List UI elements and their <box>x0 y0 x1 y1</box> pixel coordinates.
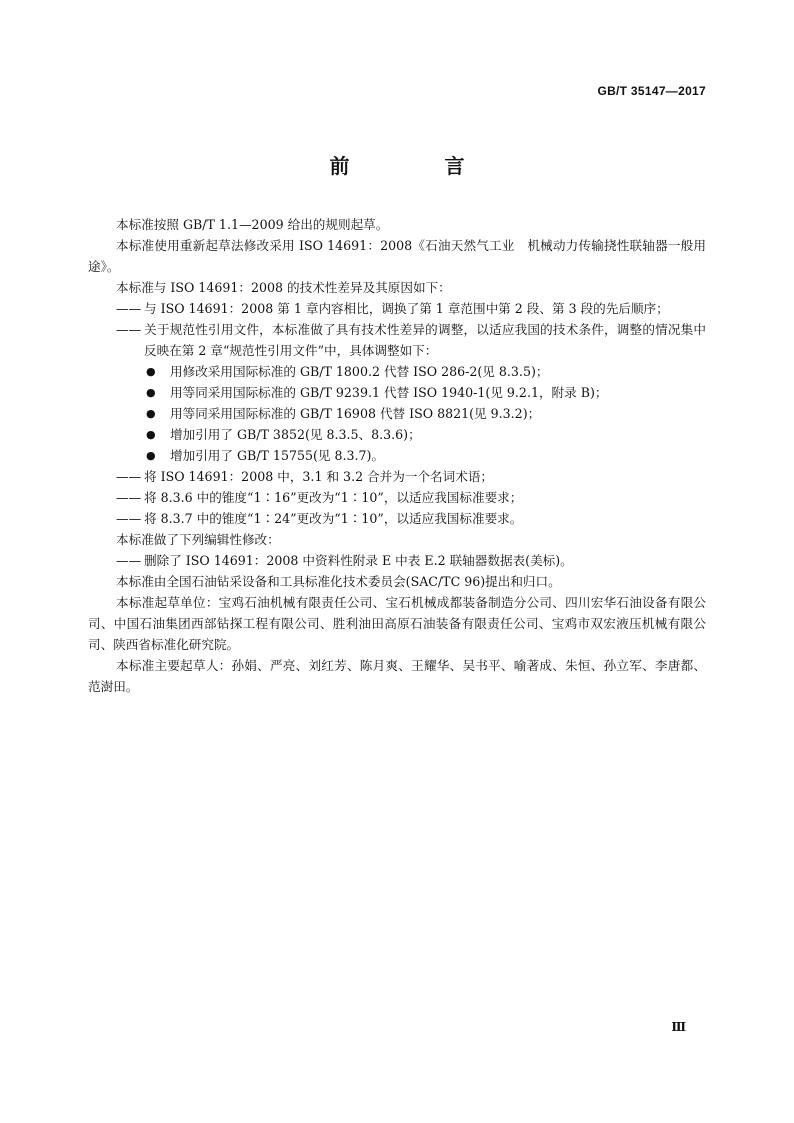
bullet-item <box>88 424 706 445</box>
bullet-item-text: 用等同采用国际标准的 GB/T 16908 代替 ISO 8821(见 9.3.2)； <box>170 406 541 421</box>
page-number: Ⅲ <box>671 1020 686 1034</box>
bullet-icon: ● <box>146 428 156 441</box>
paragraph-editorial-intro: 本标准做了下列编辑性修改： <box>116 532 280 547</box>
bullet-item <box>88 361 706 382</box>
paragraph-differences-intro: 本标准与 ISO 14691：2008 的技术性差异及其原因如下： <box>116 280 451 295</box>
dash-mark: —— <box>116 301 142 316</box>
dash-mark: —— <box>116 553 142 568</box>
standard-number: GB/T 35147—2017 <box>597 84 706 98</box>
dash-mark: —— <box>116 511 142 526</box>
dash-item-text: 关于规范性引用文件，本标准做了具有技术性差异的调整，以适应我国的技术条件，调整的情况集中反映在第 2 章“规范性引用文件”中，具体调整如下： <box>144 322 706 358</box>
dash-item-text: 将 8.3.6 中的锥度“1∶16”更改为“1∶10”，以适应我国标准要求； <box>144 490 523 505</box>
dash-mark: —— <box>116 469 142 484</box>
bullet-item <box>88 403 706 424</box>
dash-item <box>88 298 706 319</box>
bullet-item <box>88 382 706 403</box>
dash-item <box>88 508 706 529</box>
paragraph-proposer: 本标准由全国石油钻采设备和工具标准化技术委员会(SAC/TC 96)提出和归口。 <box>116 574 561 589</box>
dash-item <box>88 550 706 571</box>
bullet-icon: ● <box>146 365 156 378</box>
dash-item-text: 将 ISO 14691：2008 中，3.1 和 3.2 合并为一个名词术语； <box>144 469 494 484</box>
dash-item-text: 将 8.3.7 中的锥度“1∶24”更改为“1∶10”，以适应我国标准要求。 <box>144 511 523 526</box>
bullet-icon: ● <box>146 407 156 420</box>
paragraph-drafting-units: 本标准起草单位：宝鸡石油机械有限责任公司、宝石机械成都装备制造分公司、四川宏华石油设备有限公司、中国石油集团西部钻探工程有限公司、胜利油田高原石油装备有限责任公司、宝鸡市双宏液压机械有限公司、陕西省标准化研究院。 <box>88 595 706 652</box>
bullet-icon: ● <box>146 386 156 399</box>
dash-item-text: 与 ISO 14691：2008 第 1 章内容相比，调换了第 1 章范围中第 2 段、第 3 段的先后顺序； <box>144 301 669 316</box>
bullet-item-text: 增加引用了 GB/T 3852(见 8.3.5、8.3.6)； <box>170 427 421 442</box>
page-title: 前 言 <box>329 154 509 178</box>
bullet-item-text: 增加引用了 GB/T 15755(见 8.3.7)。 <box>170 448 385 463</box>
bullet-icon: ● <box>146 449 156 462</box>
bullet-item-text: 用修改采用国际标准的 GB/T 1800.2 代替 ISO 286-2(见 8.3.5)； <box>170 364 549 379</box>
dash-item <box>88 487 706 508</box>
paragraph-drafting-rules: 本标准按照 GB/T 1.1—2009 给出的规则起草。 <box>116 217 389 232</box>
dash-item <box>88 319 706 361</box>
paragraph-adoption: 本标准使用重新起草法修改采用 ISO 14691：2008《石油天然气工业 机械动力传输挠性联轴器一般用途》。 <box>88 238 706 274</box>
bullet-item-text: 用等同采用国际标准的 GB/T 9239.1 代替 ISO 1940-1(见 9.2.1，附录 B)； <box>170 385 608 400</box>
dash-item <box>88 466 706 487</box>
bullet-item <box>88 445 706 466</box>
dash-mark: —— <box>116 322 142 337</box>
foreword-body <box>88 214 706 697</box>
dash-item-text: 删除了 ISO 14691：2008 中资料性附录 E 中表 E.2 联轴器数据表(美标)。 <box>144 553 573 568</box>
paragraph-drafters: 本标准主要起草人：孙娟、严亮、刘红芳、陈月爽、王耀华、吴书平、喻著成、朱恒、孙立军、李唐都、范澍田。 <box>88 658 706 694</box>
dash-mark: —— <box>116 490 142 505</box>
